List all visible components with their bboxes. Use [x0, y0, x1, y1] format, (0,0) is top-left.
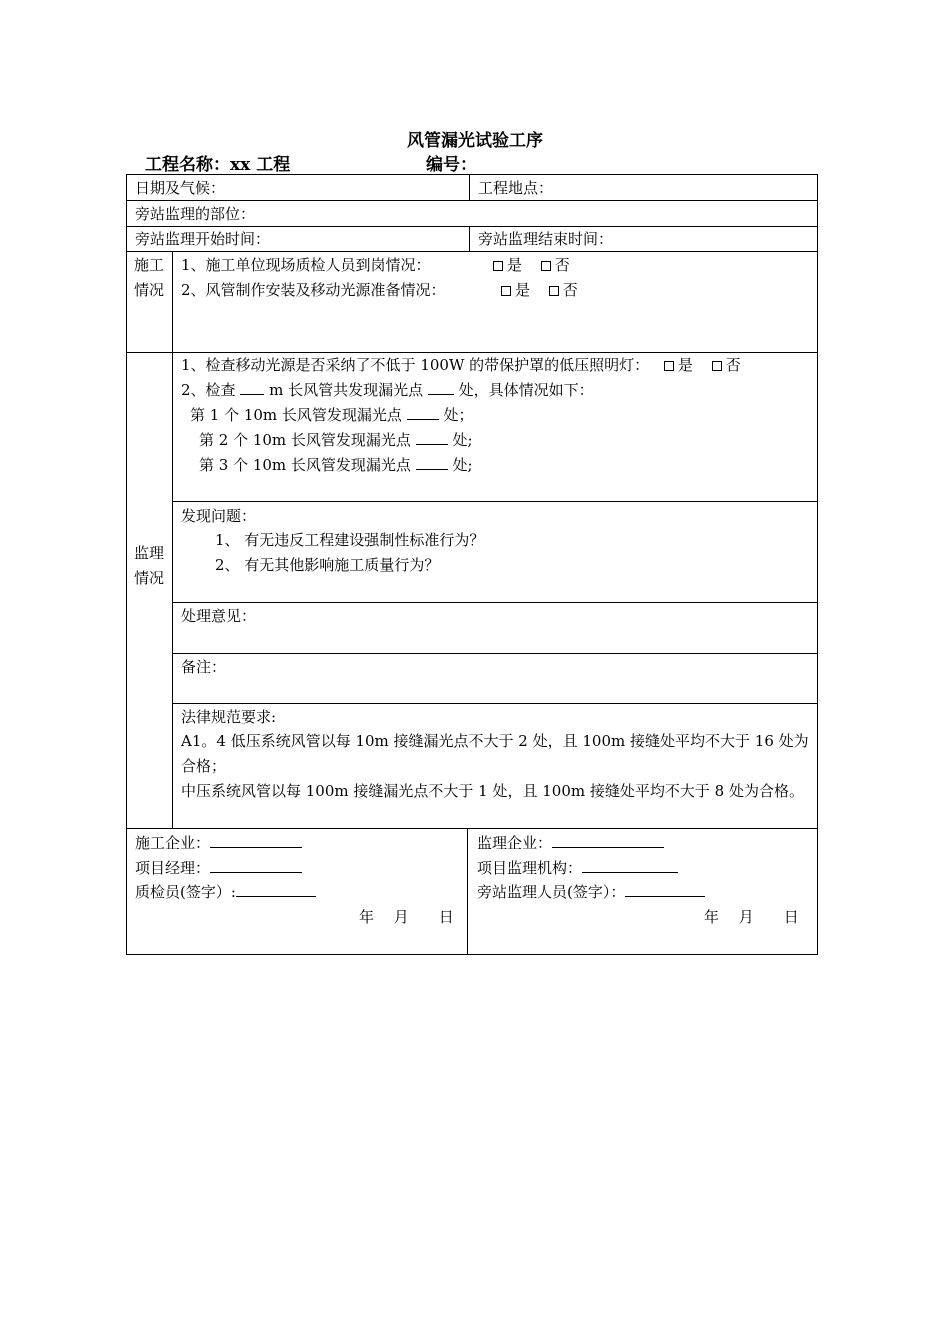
checkbox-no-1[interactable] — [541, 261, 551, 271]
column-divider — [172, 251, 173, 828]
document-title: 风管漏光试验工序 — [407, 131, 543, 151]
construction-item-2-options — [501, 280, 578, 300]
law-text-1: A1。4 低压系统风管以每 10m 接缝漏光点不大于 2 处，且 100m 接缝处平均不大于 16 处为合格； — [181, 732, 809, 775]
pipe-1-row — [190, 405, 474, 425]
construction-item-2-text: 2、风管制作安装及移动光源准备情况： — [181, 281, 446, 299]
supervision-staff-label: 旁站监理人员(签字）： — [477, 883, 626, 901]
column-divider — [469, 174, 470, 200]
check-1-text: 1、检查移动光源是否采纳了不低于 100W 的带保护罩的低压照明灯： — [181, 356, 650, 374]
pipe-2-blank[interactable] — [416, 430, 448, 445]
inspector-row — [135, 882, 316, 902]
left-date: 年 月 日 — [359, 908, 454, 926]
pipe-3-blank[interactable] — [416, 455, 448, 470]
opinion-label: 处理意见： — [181, 607, 257, 625]
law-text-2: 中压系统风管以每 100m 接缝漏光点不大于 1 处，且 100m 接缝处平均不大于 8 处为合格。 — [181, 782, 804, 800]
checkbox-no-2[interactable] — [549, 286, 559, 296]
supervision-org-field[interactable] — [582, 858, 678, 873]
row-divider — [172, 602, 818, 603]
part-label: 旁站监理的部位： — [135, 205, 256, 223]
row-divider — [172, 501, 818, 502]
pipe-1-text: 第 1 个 10m 长风管发现漏光点 — [190, 406, 402, 424]
right-date: 年 月 日 — [704, 908, 799, 926]
row-divider — [126, 352, 818, 353]
leak-count-blank[interactable] — [428, 380, 454, 395]
length-blank[interactable] — [240, 380, 264, 395]
row-divider — [172, 703, 818, 704]
project-manager-field[interactable] — [210, 858, 302, 873]
construction-company-label: 施工企业： — [135, 834, 211, 852]
supervision-staff-row — [477, 882, 705, 902]
inspector-label: 质检员(签字）: — [135, 883, 236, 901]
construction-item-2 — [181, 280, 446, 300]
construction-company-field[interactable] — [210, 833, 302, 848]
problem-2: 2、 有无其他影响施工质量行为？ — [215, 556, 440, 574]
column-divider — [467, 828, 468, 955]
project-manager-row — [135, 858, 302, 878]
number-label: 编号： — [426, 155, 477, 175]
supervision-company-field[interactable] — [552, 833, 664, 848]
construction-item-1-options — [493, 255, 570, 275]
problem-1: 1、 有无违反工程建设强制性标准行为？ — [215, 531, 485, 549]
supervision-org-label: 项目监理机构： — [477, 859, 583, 877]
pipe-3-text: 第 3 个 10m 长风管发现漏光点 — [199, 456, 411, 474]
law-label: 法律规范要求: — [181, 708, 277, 726]
pipe-1-unit: 处； — [443, 406, 474, 424]
pipe-2-row — [199, 430, 473, 450]
no-label: 否 — [725, 356, 741, 374]
yes-label: 是 — [507, 256, 523, 274]
row-divider — [126, 226, 818, 227]
problems-label: 发现问题： — [181, 507, 257, 525]
no-label: 否 — [562, 281, 578, 299]
construction-item-1-text: 1、施工单位现场质检人员到岗情况： — [181, 256, 431, 274]
pipe-1-blank[interactable] — [407, 405, 439, 420]
pipe-3-row — [199, 455, 473, 475]
supervision-company-label: 监理企业： — [477, 834, 553, 852]
check-2-text-b: m 长风管共发现漏光点 — [269, 381, 424, 399]
check-2-text-c: 处，具体情况如下： — [458, 381, 594, 399]
pipe-3-unit: 处; — [452, 456, 473, 474]
row-divider — [126, 828, 818, 829]
check-2 — [181, 380, 594, 400]
supervision-org-row — [477, 858, 678, 878]
yes-label: 是 — [677, 356, 693, 374]
construction-company-row — [135, 833, 302, 853]
column-divider — [469, 226, 470, 251]
project-name-label: 工程名称：xx 工程 — [145, 155, 291, 175]
end-time-label: 旁站监理结束时间： — [478, 230, 614, 248]
checkbox-yes-3[interactable] — [664, 361, 674, 371]
supervision-side-label: 监理情况 — [133, 544, 164, 587]
pipe-2-text: 第 2 个 10m 长风管发现漏光点 — [199, 431, 411, 449]
row-divider — [126, 251, 818, 252]
check-2-text-a: 2、检查 — [181, 381, 236, 399]
remark-label: 备注： — [181, 658, 227, 676]
no-label: 否 — [554, 256, 570, 274]
supervision-company-row — [477, 833, 664, 853]
date-weather-label: 日期及气候： — [135, 179, 226, 197]
row-divider — [172, 653, 818, 654]
construction-side-label: 施工情况 — [133, 256, 164, 299]
yes-label: 是 — [515, 281, 531, 299]
start-time-label: 旁站监理开始时间： — [135, 230, 271, 248]
checkbox-yes-2[interactable] — [501, 286, 511, 296]
construction-item-1 — [181, 255, 431, 275]
row-divider — [126, 200, 818, 201]
project-manager-label: 项目经理： — [135, 859, 211, 877]
checkbox-yes-1[interactable] — [493, 261, 503, 271]
checkbox-no-3[interactable] — [712, 361, 722, 371]
check-1 — [181, 355, 741, 375]
pipe-2-unit: 处; — [452, 431, 473, 449]
location-label: 工程地点： — [478, 179, 554, 197]
supervision-staff-signature-field[interactable] — [625, 882, 705, 897]
inspector-signature-field[interactable] — [236, 882, 316, 897]
